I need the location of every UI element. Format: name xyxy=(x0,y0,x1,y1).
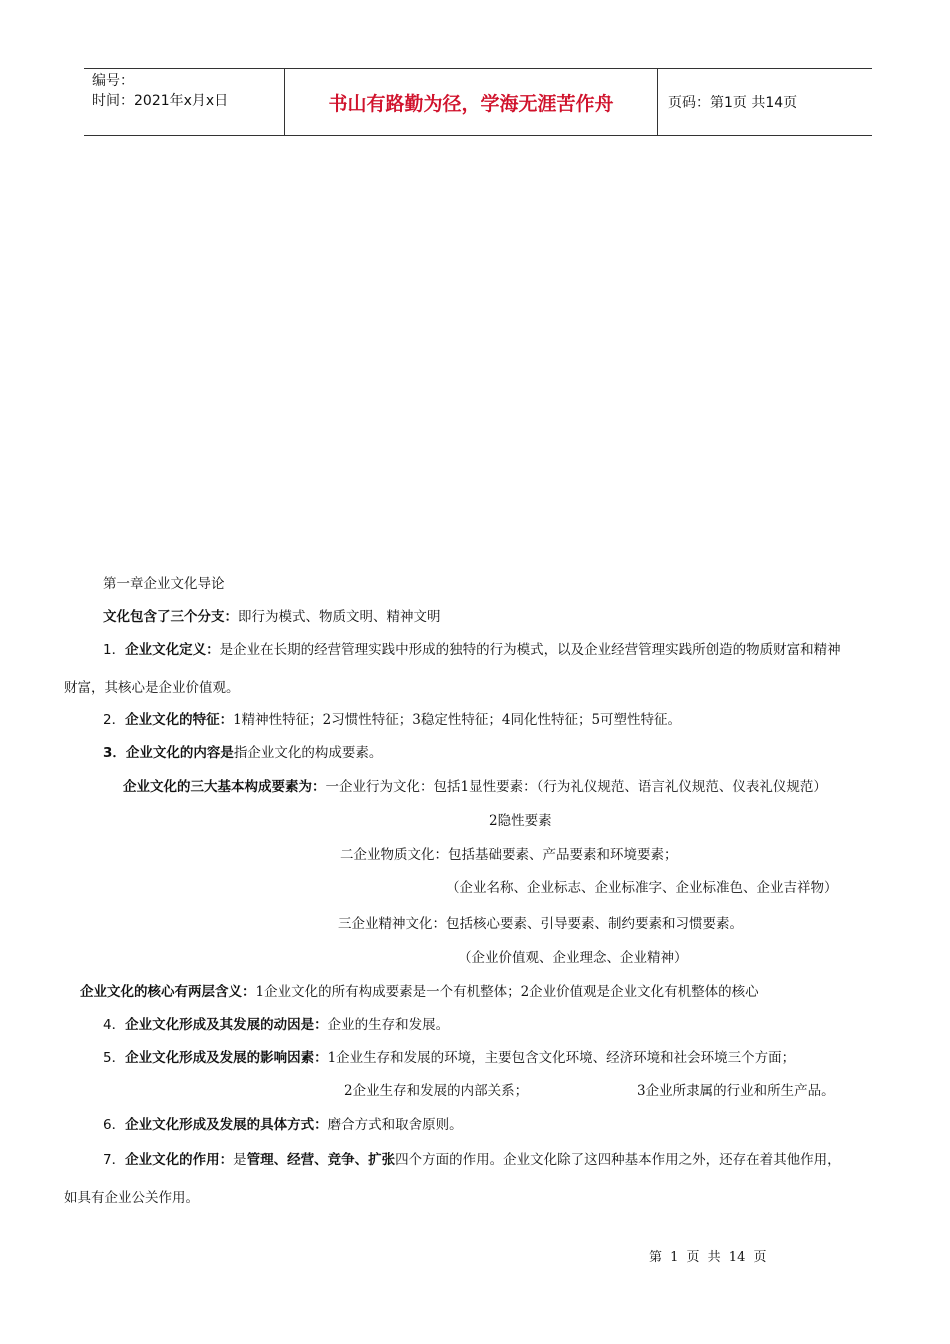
item-1-text: 是企业在长期的经营管理实践中形成的独特的行为模式，以及企业经营管理实践所创造的物质财富和精神 xyxy=(219,642,841,658)
item-2-text: 1精神性特征；2习惯性特征；3稳定性特征；4同化性特征；5可塑性特征。 xyxy=(233,712,682,728)
item-7-continuation: 如具有企业公关作用。 xyxy=(64,1190,199,1206)
header-table xyxy=(84,68,872,136)
item-1-continuation: 财富，其核心是企业价值观。 xyxy=(64,680,240,696)
number-label: 编号： xyxy=(92,73,134,89)
footer-page-number: 第 1 页 共 14 页 xyxy=(649,1250,767,1265)
item-6 xyxy=(103,1115,463,1135)
item-4-term: 企业文化形成及其发展的动因是： xyxy=(125,1017,328,1033)
item-7-term: 企业文化的作用： xyxy=(125,1152,234,1168)
item-4 xyxy=(103,1015,449,1035)
motto-cell xyxy=(284,69,658,135)
item-1-num: 1． xyxy=(103,642,126,658)
core-term: 企业文化的核心有两层含义： xyxy=(80,984,256,1000)
item-5-term: 企业文化形成及发展的影响因素： xyxy=(125,1050,328,1066)
item-3-text: 指企业文化的构成要素。 xyxy=(233,745,383,761)
item-2-num: 2． xyxy=(103,712,126,728)
elements-line-1 xyxy=(123,777,827,797)
item-7-text: 四个方面的作用。企业文化除了这四种基本作用之外，还存在着其他作用， xyxy=(395,1152,841,1168)
item-3 xyxy=(103,743,382,763)
culture-branches-text: 即行为模式、物质文明、精神文明 xyxy=(238,609,441,625)
item-4-text: 企业的生存和发展。 xyxy=(327,1017,450,1033)
item-2 xyxy=(103,710,681,730)
item-5 xyxy=(103,1048,795,1068)
item-1 xyxy=(103,640,841,660)
item-5-sub-2: 3企业所隶属的行业和所生产品。 xyxy=(637,1083,835,1099)
elements-term: 企业文化的三大基本构成要素为： xyxy=(123,779,326,795)
elements-line-2: 2隐性要素 xyxy=(489,813,552,829)
core-text: 1企业文化的所有构成要素是一个有机整体；2企业价值观是企业文化有机整体的核心 xyxy=(255,984,759,1000)
motto: 书山有路勤为径，学海无涯苦作舟 xyxy=(328,92,614,115)
item-7-connector: 是 xyxy=(233,1152,247,1168)
item-6-num: 6． xyxy=(103,1117,126,1133)
item-5-num: 5． xyxy=(103,1050,126,1066)
page-label: 页码：第1页 共14页 xyxy=(668,95,798,111)
item-2-term: 企业文化的特征： xyxy=(125,712,234,728)
culture-branches-term: 文化包含了三个分支： xyxy=(103,609,238,625)
item-4-num: 4． xyxy=(103,1017,126,1033)
item-7 xyxy=(103,1150,841,1170)
item-5-sub-1: 2企业生存和发展的内部关系； xyxy=(344,1083,529,1099)
item-5-text: 1企业生存和发展的环境，主要包含文化环境、经济环境和社会环境三个方面； xyxy=(327,1050,796,1066)
elements-line-3: 二企业物质文化：包括基础要素、产品要素和环境要素； xyxy=(340,847,678,863)
header-meta-cell xyxy=(84,69,284,135)
elements-line-6: （企业价值观、企业理念、企业精神） xyxy=(458,950,688,966)
item-7-num: 7． xyxy=(103,1152,126,1168)
item-7-functions: 管理、经营、竞争、扩张 xyxy=(246,1152,396,1168)
page-cell xyxy=(658,69,872,135)
chapter-title: 第一章企业文化导论 xyxy=(103,576,225,592)
item-3-term: 企业文化的内容是 xyxy=(125,745,234,761)
item-3-num: 3． xyxy=(103,745,126,761)
item-6-text: 磨合方式和取舍原则。 xyxy=(327,1117,463,1133)
culture-branches xyxy=(103,607,441,627)
item-1-term: 企业文化定义： xyxy=(125,642,220,658)
core-meaning xyxy=(80,982,759,1002)
elements-line-5: 三企业精神文化：包括核心要素、引导要素、制约要素和习惯要素。 xyxy=(338,916,743,932)
time-label: 时间：2021年x月x日 xyxy=(92,93,229,109)
item-6-term: 企业文化形成及发展的具体方式： xyxy=(125,1117,328,1133)
elements-line-4: （企业名称、企业标志、企业标准字、企业标准色、企业吉祥物） xyxy=(446,880,838,896)
elements-behavior: 一企业行为文化：包括1显性要素：（行为礼仪规范、语言礼仪规范、仪表礼仪规范） xyxy=(325,779,827,795)
